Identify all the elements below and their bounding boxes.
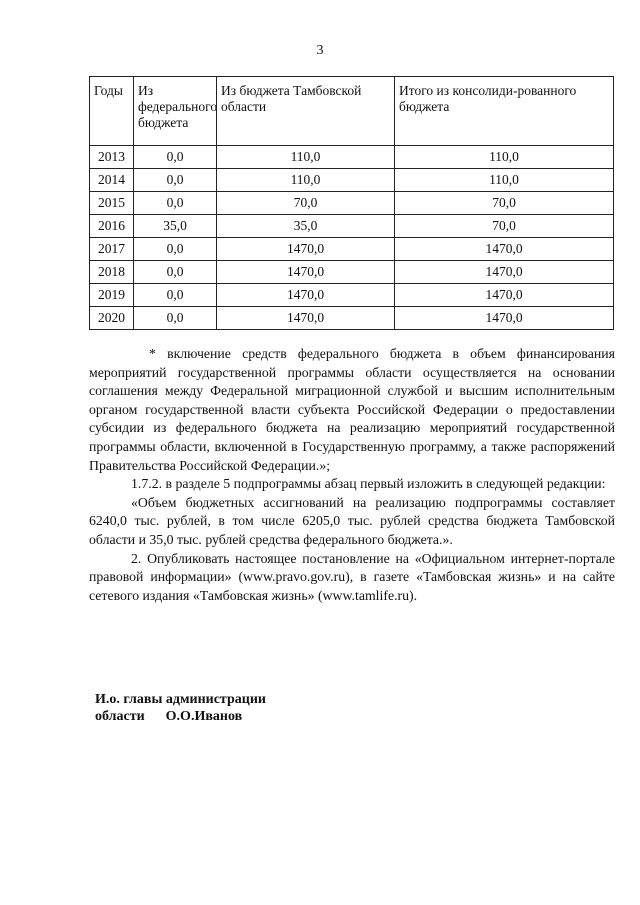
cell-federal: 0,0: [134, 146, 217, 169]
cell-federal: 0,0: [134, 284, 217, 307]
quote-paragraph: «Объем бюджетных ассигнований на реализацию подпрограммы составляет 6240,0 тыс. рублей, в том числе 6205,0 тыс. рублей средства бюджета Тамбовской области и 35,0 тыс. рублей средства федерального бюджета.».: [89, 494, 615, 547]
cell-year: 2015: [90, 192, 134, 215]
cell-total: 70,0: [395, 215, 614, 238]
cell-regional: 1470,0: [217, 307, 395, 330]
cell-federal: 0,0: [134, 192, 217, 215]
table-header-row: [90, 77, 614, 146]
table-row: [90, 307, 614, 330]
cell-federal: 0,0: [134, 261, 217, 284]
cell-regional: 110,0: [217, 146, 395, 169]
table-row: [90, 284, 614, 307]
header-years: Годы: [90, 77, 134, 146]
signature-block: [95, 691, 266, 725]
cell-regional: 70,0: [217, 192, 395, 215]
cell-year: 2020: [90, 307, 134, 330]
signature-title: И.о. главы администрации: [95, 692, 266, 707]
cell-federal: 35,0: [134, 215, 217, 238]
signature-name: О.О.Иванов: [165, 709, 243, 724]
cell-regional: 1470,0: [217, 261, 395, 284]
table-row: [90, 169, 614, 192]
header-federal: Из федерального бюджета: [134, 77, 217, 146]
cell-total: 1470,0: [395, 238, 614, 261]
cell-year: 2016: [90, 215, 134, 238]
cell-federal: 0,0: [134, 169, 217, 192]
cell-total: 70,0: [395, 192, 614, 215]
table-row: [90, 215, 614, 238]
cell-year: 2018: [90, 261, 134, 284]
table-row: [90, 146, 614, 169]
header-regional: Из бюджета Тамбовской области: [217, 77, 395, 146]
table-row: [90, 238, 614, 261]
cell-year: 2013: [90, 146, 134, 169]
cell-federal: 0,0: [134, 238, 217, 261]
cell-regional: 1470,0: [217, 238, 395, 261]
footnote-paragraph: * включение средств федерального бюджета в объем финансирования мероприятий государственной программы области осуществляется на основании соглашения между Федеральной миграционной службой и высшим исполнительным органом государственной власти субъекта Российской Федерации о предоставлении субсидии из федерального бюджета на реализацию мероприятий государственной программы области, включенной в Государственную программу, а также распоряжений Правительства Российской Федерации.»;: [89, 346, 615, 473]
cell-year: 2014: [90, 169, 134, 192]
header-total: Итого из консолиди-рованного бюджета: [395, 77, 614, 146]
cell-year: 2019: [90, 284, 134, 307]
cell-total: 110,0: [395, 146, 614, 169]
cell-total: 1470,0: [395, 284, 614, 307]
funding-table: [89, 76, 614, 330]
cell-total: 1470,0: [395, 307, 614, 330]
cell-year: 2017: [90, 238, 134, 261]
signature-region: области: [95, 709, 145, 724]
table-row: [90, 261, 614, 284]
item-1-7-2-paragraph: 1.7.2. в разделе 5 подпрограммы абзац первый изложить в следующей редакции:: [131, 476, 606, 492]
body-text: [89, 345, 615, 605]
cell-regional: 1470,0: [217, 284, 395, 307]
page-number: 3: [316, 43, 324, 58]
cell-federal: 0,0: [134, 307, 217, 330]
cell-regional: 110,0: [217, 169, 395, 192]
item-2-paragraph: 2. Опубликовать настоящее постановление на «Официальном интернет-портале правовой информации» (www.pravo.gov.ru), в газете «Тамбовская жизнь» и на сайте сетевого издания «Тамбовская жизнь» (www.tamlife.ru).: [89, 550, 615, 603]
cell-regional: 35,0: [217, 215, 395, 238]
cell-total: 110,0: [395, 169, 614, 192]
table-row: [90, 192, 614, 215]
cell-total: 1470,0: [395, 261, 614, 284]
